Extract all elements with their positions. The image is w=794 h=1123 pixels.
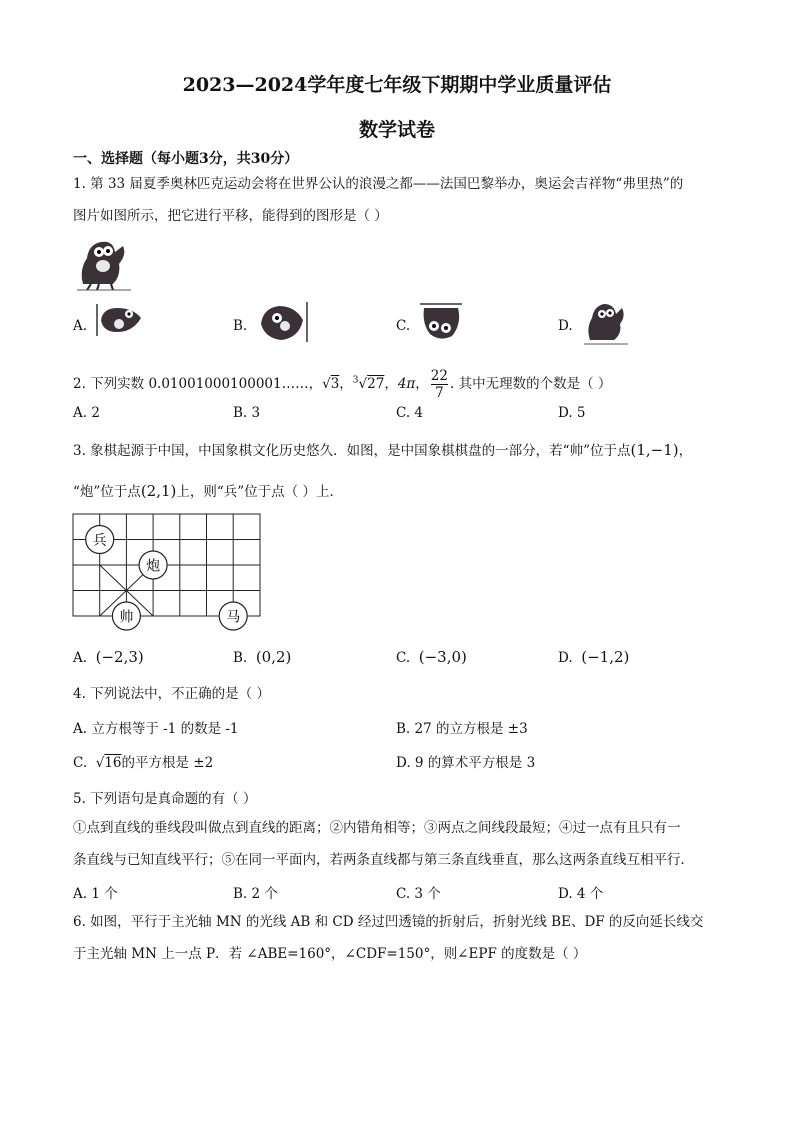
page-title: 2023—2024学年度七年级下期期中学业质量评估: [182, 74, 612, 96]
q2-stem: 2. 下列实数 0.01001000100001……，√3，$^3$√27，4π， $\frac{22}{7}$ . 其中无理数的个数是（ ）: [73, 368, 612, 401]
q2-option-b[interactable]: B. 3: [233, 405, 261, 421]
q3-option-a[interactable]: [73, 648, 144, 666]
q3-option-d-letter: D.: [558, 650, 573, 666]
q4-stem: 4. 下列说法中，不正确的是（ ）: [73, 686, 270, 702]
q4-option-c-letter: C.: [73, 755, 88, 771]
q2-four-pi: 4π: [397, 376, 416, 392]
q2-cbrt-index: 3: [352, 375, 359, 386]
q2-suffix: . 其中无理数的个数是（ ）: [449, 376, 612, 392]
q3-line1-text: 3. 象棋起源于中国，中国象棋文化历史悠久．如图，是中国象棋棋盘的一部分，若“帅”位于点: [73, 443, 631, 459]
q4-option-c-text: 的平方根是 ±2: [121, 755, 214, 771]
q2-option-a[interactable]: A. 2: [73, 405, 100, 421]
q1-line2: 图片如图所示，把它进行平移，能得到的图形是（ ）: [73, 208, 388, 224]
q3-option-c-letter: C.: [396, 650, 411, 666]
q3-option-d-value: (−1,2): [581, 648, 630, 666]
q5-stem: 5. 下列语句是真命题的有（ ）: [73, 791, 257, 807]
page-subtitle: 数学试卷: [358, 119, 435, 141]
q5-option-d[interactable]: D. 4 个: [558, 886, 604, 902]
q2-frac-numerator: 22: [430, 368, 448, 384]
q6-line1: 6. 如图，平行于主光轴 MN 的光线 AB 和 CD 经过凹透镜的折射后，折射光线 BE、DF 的反向延长线交: [73, 914, 704, 930]
q3-option-c-value: (−3,0): [418, 648, 467, 666]
q2-cbrt27-radicand: 27: [367, 376, 385, 392]
chess-board-diagram: [72, 512, 262, 636]
q3-line1-end: ，: [678, 443, 693, 459]
mascot-option-d-image: [580, 298, 630, 346]
q1-option-c[interactable]: C.: [396, 318, 411, 334]
q2-option-c[interactable]: C. 4: [396, 405, 424, 421]
q4-option-b[interactable]: B. 27 的立方根是 ±3: [396, 721, 528, 737]
q3-line2: [73, 481, 343, 502]
q3-point-pao: (2,1): [140, 482, 177, 500]
q1-option-a[interactable]: A.: [73, 318, 88, 334]
q1-option-b[interactable]: B.: [233, 318, 248, 334]
q3-option-b-letter: B.: [233, 650, 248, 666]
q3-point-shuai: (1,−1): [630, 441, 679, 459]
q4-option-c-radicand: 16: [104, 755, 122, 771]
q2-fraction: [431, 368, 448, 401]
piece-pao-label: 炮: [146, 558, 161, 575]
q2-cbrt27: $^3$√27: [352, 375, 385, 392]
q5-option-c[interactable]: C. 3 个: [396, 886, 441, 902]
q3-option-d[interactable]: [558, 648, 629, 666]
q4-option-c[interactable]: C. √16的平方根是 ±2: [73, 755, 214, 771]
q2-option-d[interactable]: D. 5: [558, 405, 586, 421]
q5-statements-line1: ①点到直线的垂线段叫做点到直线的距离；②内错角相等；③两点之间线段最短；④过一点有且只有一: [73, 820, 681, 836]
q3-line1: [73, 440, 692, 461]
q2-sqrt3: √3: [322, 376, 340, 392]
piece-shuai-label: 帅: [119, 609, 134, 626]
piece-ma: [219, 602, 247, 630]
q3-line2-b: 上，则“兵”位于点（ ）上．: [176, 484, 343, 500]
q5-statements-line2: 条直线与已知直线平行；⑤在同一平面内，若两条直线都与第三条直线垂直，那么这两条直线互相平行．: [73, 852, 694, 868]
q5-option-a[interactable]: A. 1 个: [73, 886, 118, 902]
q6-line2: 于主光轴 MN 上一点 P．若 ∠ABE=160°，∠CDF=150°，则∠EPF 的度数是（ ）: [73, 946, 587, 962]
q2-prefix: 2. 下列实数 0.01001000100001……，: [73, 376, 323, 392]
q3-line2-a: “炮”位于点: [73, 484, 141, 500]
q4-option-d[interactable]: D. 9 的算术平方根是 3: [396, 755, 536, 771]
q4-option-a[interactable]: A. 立方根等于 -1 的数是 -1: [73, 721, 239, 737]
q3-option-a-letter: A.: [73, 650, 88, 666]
q3-option-b-value: (0,2): [255, 648, 292, 666]
piece-ma-label: 马: [226, 609, 241, 626]
piece-shuai: [112, 602, 140, 630]
piece-bing-label: 兵: [92, 533, 107, 549]
q5-option-b[interactable]: B. 2 个: [233, 886, 278, 902]
mascot-option-a-image: [93, 300, 145, 340]
mascot-option-b-image: [255, 300, 311, 344]
q3-option-b[interactable]: [233, 648, 291, 666]
q2-frac-denominator: 7: [435, 385, 444, 401]
section-heading: 一、选择题（每小题3分，共30分）: [73, 151, 299, 167]
q3-option-c[interactable]: [396, 648, 467, 666]
q1-option-d[interactable]: D.: [558, 318, 573, 334]
q3-option-a-value: (−2,3): [95, 648, 144, 666]
piece-bing: [86, 526, 114, 554]
mascot-original-image: [73, 234, 133, 292]
q1-line1: 1. 第 33 届夏季奥林匹克运动会将在世界公认的浪漫之都——法国巴黎举办，奥运会吉祥物“弗里热”的: [73, 176, 684, 192]
mascot-option-c-image: [418, 298, 464, 344]
q2-sqrt3-radicand: 3: [330, 376, 340, 392]
piece-pao: [139, 551, 167, 579]
